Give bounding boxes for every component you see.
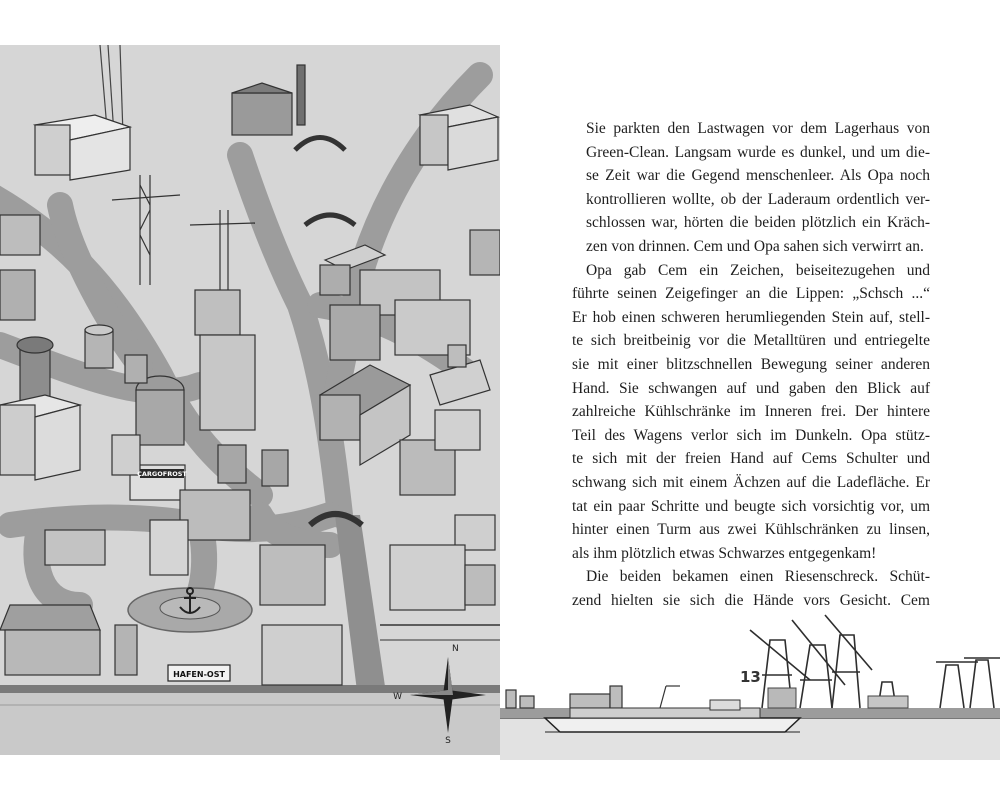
text-line: als ihm plötzlich etwas Schwarzes entgegenkam! bbox=[572, 544, 877, 562]
harbor-map-illustration bbox=[0, 45, 500, 755]
text-line: kontrollieren wollte, ob der Laderaum ordentlich ver- bbox=[586, 190, 930, 208]
cargofrost-label: CARGOFROST bbox=[137, 470, 187, 478]
compass-south-label: S bbox=[445, 736, 451, 746]
text-line: Teil des Wagens verlor sich im Dunkeln. Opa stütz- bbox=[572, 426, 930, 444]
text-line: zend hielten sie sich die Hände vors Gesicht. Cem bbox=[572, 591, 930, 609]
page-number: 13 bbox=[740, 668, 761, 686]
text-line: sie mit einer blitzschnellen Bewegung seiner anderen bbox=[572, 355, 930, 373]
text-line: zahlreiche Kühlschränke im Inneren frei. Der hintere bbox=[572, 403, 930, 421]
compass-west-label: W bbox=[393, 692, 402, 702]
text-line: hinter einen Turm aus zwei Kühlschränken zu linsen, bbox=[572, 521, 930, 539]
text-line: Opa gab Cem ein Zeichen, beiseitezugehen und bbox=[586, 261, 930, 279]
text-line: Die beiden bekamen einen Riesenschreck. Schüt- bbox=[586, 568, 930, 586]
harbor-skyline-illustration bbox=[500, 600, 1000, 760]
story-text bbox=[572, 117, 930, 612]
text-line: zen von drinnen. Cem und Opa sahen sich verwirrt an. bbox=[586, 237, 924, 255]
hafen-ost-sign: HAFEN-OST bbox=[173, 670, 225, 679]
text-line: Green-Clean. Langsam wurde es dunkel, und um die- bbox=[586, 143, 930, 161]
text-line: Sie parkten den Lastwagen vor dem Lagerhaus von bbox=[586, 120, 930, 137]
text-line: tat ein paar Schritte und beugte sich vorsichtig vor, um bbox=[572, 497, 930, 515]
text-line: te sich breitbeinig vor die Metalltüren und entriegelte bbox=[572, 332, 930, 350]
text-line: schwang sich mit einem Ächzen auf die Ladefläche. Er bbox=[572, 473, 930, 491]
text-line: te sich mit der freien Hand auf Cems Schulter und bbox=[572, 450, 930, 468]
text-line: se Zeit war die Gegend menschenleer. Als Opa noch bbox=[586, 167, 930, 185]
text-line: führte seinen Zeigefinger an die Lippen: „Schsch ...“ bbox=[572, 285, 930, 303]
paragraph-1 bbox=[572, 117, 930, 259]
text-line: Er hob einen schweren herumliegenden Stein auf, stell- bbox=[572, 308, 930, 326]
compass-north-label: N bbox=[452, 644, 459, 654]
text-line: schlossen war, hörten die beiden plötzlich ein Kräch- bbox=[586, 214, 930, 232]
text-line: Hand. Sie schwangen auf und gaben den Blick auf bbox=[572, 379, 930, 397]
paragraph-2 bbox=[572, 259, 930, 566]
